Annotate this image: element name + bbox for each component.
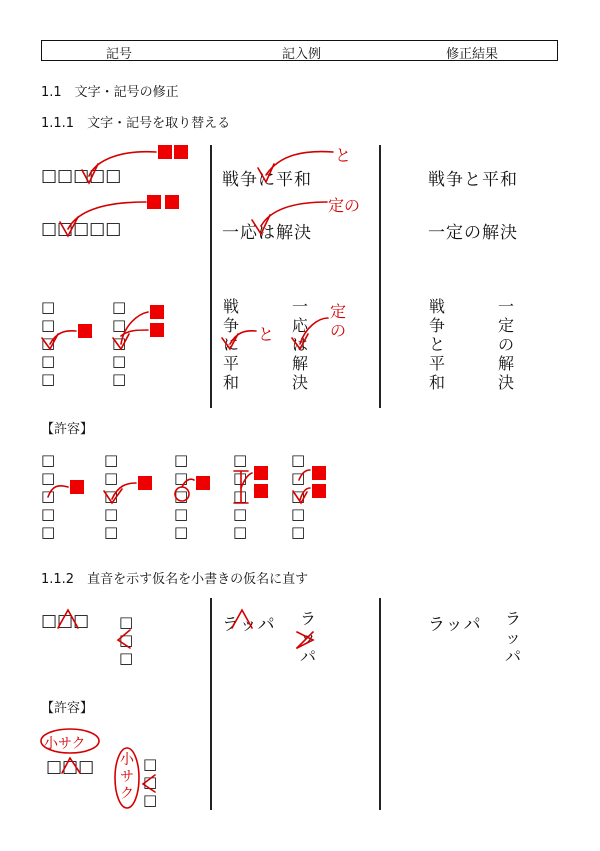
section-1-1-2-heading: 1.1.2 直音を示す仮名を小書きの仮名に直す (41, 572, 309, 587)
example-vert1: 戦 争 に 平 和 (222, 297, 239, 392)
result-row1: 戦争と平和 (428, 170, 518, 190)
kyoyo-label-2: 【許容】 (41, 701, 94, 716)
result-vert1: 戦 争 と 平 和 (428, 297, 445, 392)
result-vert2: 一 定 の 解 決 (497, 297, 514, 392)
example-row2-insert: 定の (328, 196, 361, 215)
example-vert2-insert: 定 の (330, 302, 347, 340)
symbol-boxes-row1: □□□□□ (41, 166, 122, 186)
small-kana-boxes-v2: □ □ □ (143, 755, 158, 809)
symbol-boxes-row2: □□□□□ (41, 219, 122, 239)
section-1-1-1-heading: 1.1.1 文字・記号を取り替える (41, 116, 231, 131)
header-result: 修正結果 (446, 47, 499, 62)
header-symbol: 記号 (106, 47, 133, 62)
section-1-1-heading: 1.1 文字・記号の修正 (41, 85, 179, 100)
example-row1-insert: と (335, 146, 352, 165)
small-kana-note-v: 小 サ ク (120, 752, 134, 802)
symbol-vert-boxes: □ □ □ □ □ (112, 298, 127, 388)
example-rappa-v: ラ ッ パ (299, 609, 316, 666)
example-vert1-insert: と (258, 325, 275, 344)
small-kana-boxes-v: □ □ □ (119, 613, 134, 667)
kyoyo-vert-boxes: □ □ □ □ □ (104, 451, 119, 541)
small-kana-boxes-h2: □□□ (46, 757, 95, 777)
kyoyo-vert-boxes: □ □ □ □ □ (174, 451, 189, 541)
example-row2-text: 一応は解決 (222, 223, 312, 243)
small-kana-boxes-h: □□□ (41, 611, 90, 631)
result-rappa-v: ラ ッ パ (504, 609, 521, 666)
example-row1-text: 戦争に平和 (222, 170, 312, 190)
kyoyo-label-1: 【許容】 (41, 422, 94, 437)
small-kana-note-h: 小サク (44, 736, 86, 752)
result-row2: 一定の解決 (428, 223, 518, 243)
kyoyo-vert-boxes: □ □ □ □ □ (291, 451, 306, 541)
kyoyo-vert-boxes: □ □ □ □ □ (41, 451, 56, 541)
example-rappa-h: ラッパ (222, 615, 276, 635)
example-vert2: 一 応 は 解 決 (291, 297, 308, 392)
result-rappa-h: ラッパ (428, 615, 482, 635)
symbol-vert-boxes: □ □ □ □ □ (41, 298, 56, 388)
header-example: 記入例 (282, 47, 322, 62)
kyoyo-vert-boxes: □ □ □ □ □ (233, 451, 248, 541)
